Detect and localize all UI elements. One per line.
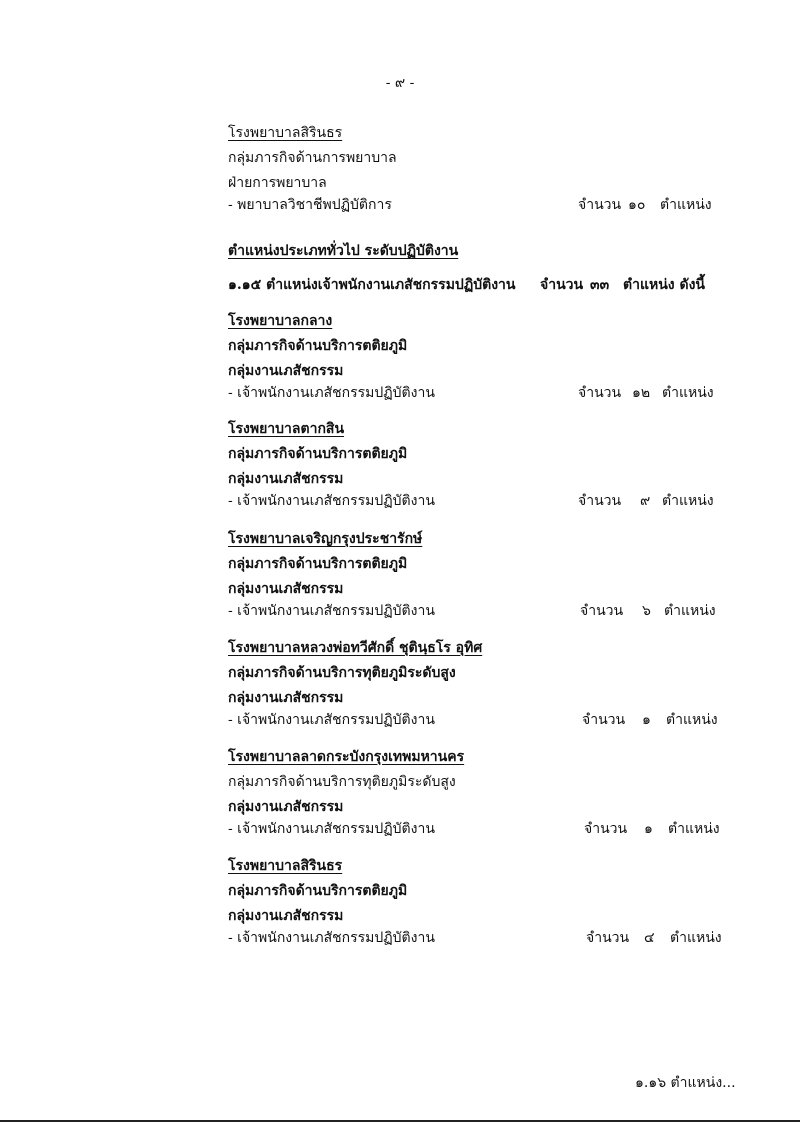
count-label: จำนวน — [586, 930, 630, 946]
count-label: จำนวน — [578, 197, 622, 213]
position-title: - เจ้าพนักงานเภสัชกรรมปฏิบัติงาน — [228, 930, 435, 946]
work-section: กลุ่มงานเภสัชกรรม — [228, 363, 344, 379]
hospital-name: โรงพยาบาลสิรินธร — [228, 858, 343, 874]
work-section: กลุ่มงานเภสัชกรรม — [228, 908, 344, 924]
hospital-name: โรงพยาบาลกลาง — [228, 313, 333, 329]
heading-count-label: จำนวน — [540, 277, 584, 293]
mission-group: กลุ่มภารกิจด้านบริการตติยภูมิ — [228, 556, 408, 572]
page-number: - ๙ - — [385, 75, 415, 91]
hospital-name: โรงพยาบาลลาดกระบังกรุงเทพมหานคร — [228, 749, 465, 765]
position-title: - เจ้าพนักงานเภสัชกรรมปฏิบัติงาน — [228, 712, 435, 728]
bottom-rule — [0, 1120, 800, 1122]
position-title: - เจ้าพนักงานเภสัชกรรมปฏิบัติงาน — [228, 385, 435, 401]
count-value: ๑ — [644, 821, 653, 837]
mission-group: กลุ่มภารกิจด้านบริการทุติยภูมิระดับสูง — [228, 665, 456, 681]
position-title: - เจ้าพนักงานเภสัชกรรมปฏิบัติงาน — [228, 603, 435, 619]
heading-count-value: ๓๓ — [590, 277, 610, 293]
count-label: จำนวน — [578, 493, 622, 509]
count-label: จำนวน — [584, 821, 628, 837]
count-value: ๑๐ — [628, 197, 646, 213]
work-section: กลุ่มงานเภสัชกรรม — [228, 690, 344, 706]
work-section: กลุ่มงานเภสัชกรรม — [228, 581, 344, 597]
continuation-note: ๑.๑๖ ตำแหน่ง... — [635, 1075, 736, 1091]
count-unit: ตำแหน่ง — [666, 712, 718, 728]
division-name: ฝ่ายการพยาบาล — [228, 175, 327, 191]
position-title: - พยาบาลวิชาชีพปฏิบัติการ — [228, 197, 392, 213]
count-unit: ตำแหน่ง — [664, 603, 716, 619]
general-position-heading: ตำแหน่งประเภททั่วไป ระดับปฏิบัติงาน — [228, 243, 459, 259]
count-unit: ตำแหน่ง — [670, 930, 722, 946]
count-unit: ตำแหน่ง — [662, 493, 714, 509]
hospital-name: โรงพยาบาลเจริญกรุงประชารักษ์ — [228, 531, 423, 547]
count-unit: ตำแหน่ง — [668, 821, 720, 837]
count-unit: ตำแหน่ง — [660, 197, 712, 213]
count-value: ๙ — [640, 493, 651, 509]
mission-group: กลุ่มภารกิจด้านการพยาบาล — [228, 150, 397, 166]
count-value: ๑๒ — [632, 385, 651, 401]
count-label: จำนวน — [578, 385, 622, 401]
mission-group: กลุ่มภารกิจด้านบริการทุติยภูมิระดับสูง — [228, 774, 456, 790]
mission-group: กลุ่มภารกิจด้านบริการตติยภูมิ — [228, 883, 408, 899]
mission-group: กลุ่มภารกิจด้านบริการตติยภูมิ — [228, 338, 408, 354]
count-label: จำนวน — [582, 712, 626, 728]
count-value: ๑ — [642, 712, 651, 728]
work-section: กลุ่มงานเภสัชกรรม — [228, 471, 344, 487]
work-section: กลุ่มงานเภสัชกรรม — [228, 799, 344, 815]
count-value: ๔ — [644, 930, 655, 946]
count-label: จำนวน — [580, 603, 624, 619]
count-value: ๖ — [642, 603, 651, 619]
count-unit: ตำแหน่ง — [662, 385, 714, 401]
position-heading: ๑.๑๕ ตำแหน่งเจ้าพนักงานเภสัชกรรมปฏิบัติงาน — [228, 277, 516, 293]
position-title: - เจ้าพนักงานเภสัชกรรมปฏิบัติงาน — [228, 493, 435, 509]
hospital-name: โรงพยาบาลหลวงพ่อทวีศักดิ์ ชุตินฺธโร อุทิศ — [228, 640, 483, 656]
heading-count-unit: ตำแหน่ง ดังนี้ — [623, 277, 705, 293]
hospital-name: โรงพยาบาลตากสิน — [228, 421, 345, 437]
hospital-name: โรงพยาบาลสิรินธร — [228, 125, 343, 141]
mission-group: กลุ่มภารกิจด้านบริการตติยภูมิ — [228, 446, 408, 462]
position-title: - เจ้าพนักงานเภสัชกรรมปฏิบัติงาน — [228, 821, 435, 837]
